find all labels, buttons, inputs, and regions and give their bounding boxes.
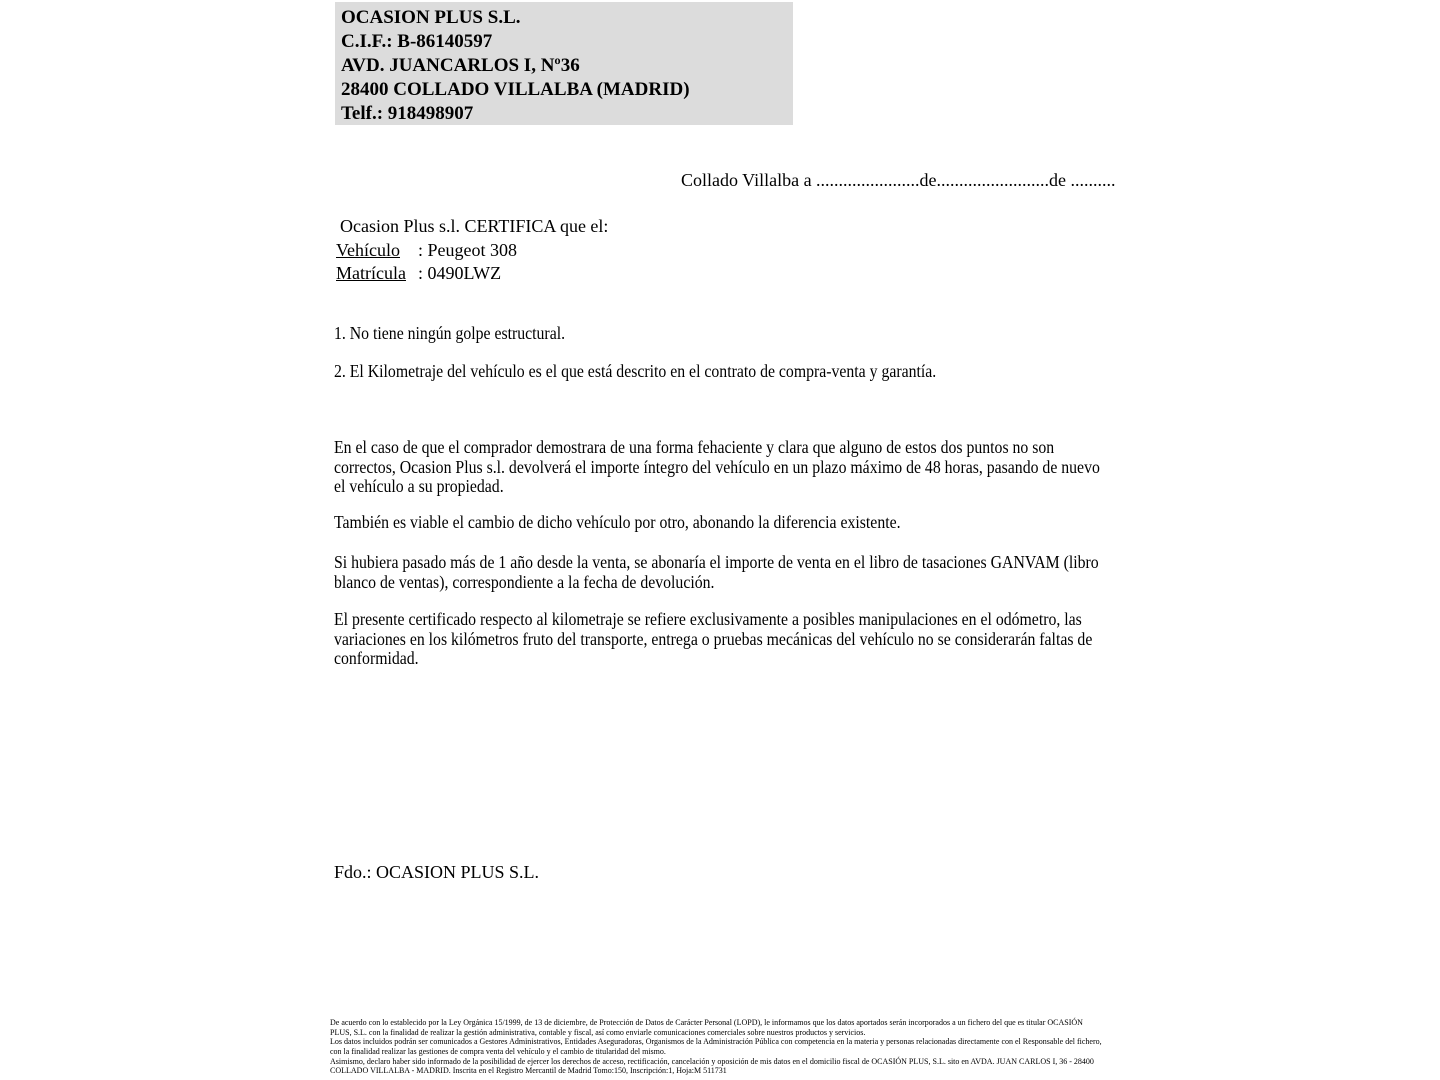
legal-notice [330,1018,1104,1076]
vehicle-label: Vehículo [336,239,400,260]
paragraph-exchange-option: También es viable el cambio de dicho vehículo por otro, abonando la diferencia existente. [334,512,901,532]
certification-point-2: 2. El Kilometraje del vehículo es el que está descrito en el contrato de compra-venta y garantía. [334,361,937,381]
certification-point-1: 1. No tiene ningún golpe estructural. [334,323,566,343]
vehicle-row [336,239,608,263]
certify-block [336,215,608,286]
company-address: AVD. JUANCARLOS I, Nº36 [341,55,580,76]
plate-value: : 0490LWZ [418,263,502,283]
certify-intro: Ocasion Plus s.l. CERTIFICA que el: [340,216,609,236]
company-city: 28400 COLLADO VILLALBA (MADRID) [341,79,690,100]
paragraph-refund-terms: En el caso de que el comprador demostrara de una forma fehaciente y clara que alguno de estos dos puntos no son correctos, Ocasion Plus s.l. devolverá el importe íntegro del vehículo en un plazo máximo de 48 horas, pasando de nuevo el vehículo a su propiedad. [334,437,1100,497]
plate-row [336,262,608,286]
paragraph-ganvam-valuation: Si hubiera pasado más de 1 año desde la venta, se abonaría el importe de venta en el libro de tasaciones GANVAM (libro blanco de ventas), correspondiente a la fecha de devolución. [334,552,1099,592]
vehicle-value: : Peugeot 308 [418,239,517,260]
paragraph-odometer-disclaimer: El presente certificado respecto al kilometraje se refiere exclusivamente a posibles manipulaciones en el odómetro, las variaciones en los kilómetros fruto del transporte, entrega o pruebas mecánicas del vehículo no se considerarán faltas de conformidad. [334,609,1093,669]
letterhead [335,2,793,125]
legal-paragraph-rights: Asimismo, declaro haber sido informado de la posibilidad de ejercer los derechos de acceso, rectificación, cancelación y oposición de mis datos en el domicilio fiscal de OCASIÓN PLUS, S.L. sito en AVDA. JUAN CARLOS I, 36 - 28400 COLLADO VILLALBA - MADRID. Inscrita en el Registro Mercantil de Madrid Tomo:150, Inscripción:1, Hoja:M 511731 [330,1056,1094,1076]
legal-paragraph-lopd: De acuerdo con lo establecido por la Ley Orgánica 15/1999, de 13 de diciembre, de Protección de Datos de Carácter Personal (LOPD), le informamos que los datos aportados serán incorporados a un fichero del que es titular OCASIÓN PLUS, S.L. con la finalidad de realizar la gestión administrativa, contable y fiscal, así como enviarle comunicaciones comerciales sobre nuestros productos y servicios. [330,1018,1083,1037]
company-cif: C.I.F.: B-86140597 [341,31,493,52]
legal-paragraph-data-sharing: Los datos incluidos podrán ser comunicados a Gestores Administrativos, Entidades Aseguradoras, Organismos de la Administración Pública con competencia en la materia y personas relacionadas directamente con el Responsable del fichero, con la finalidad realizar las gestiones de compra venta del vehículo y el cambio de titularidad del mismo. [330,1037,1102,1056]
date-line: Collado Villalba a .......................de.........................de .......... [681,170,1116,190]
signature-line: Fdo.: OCASION PLUS S.L. [334,862,540,882]
company-name: OCASION PLUS S.L. [341,7,521,28]
company-phone: Telf.: 918498907 [341,103,474,124]
plate-label: Matrícula [336,263,406,283]
